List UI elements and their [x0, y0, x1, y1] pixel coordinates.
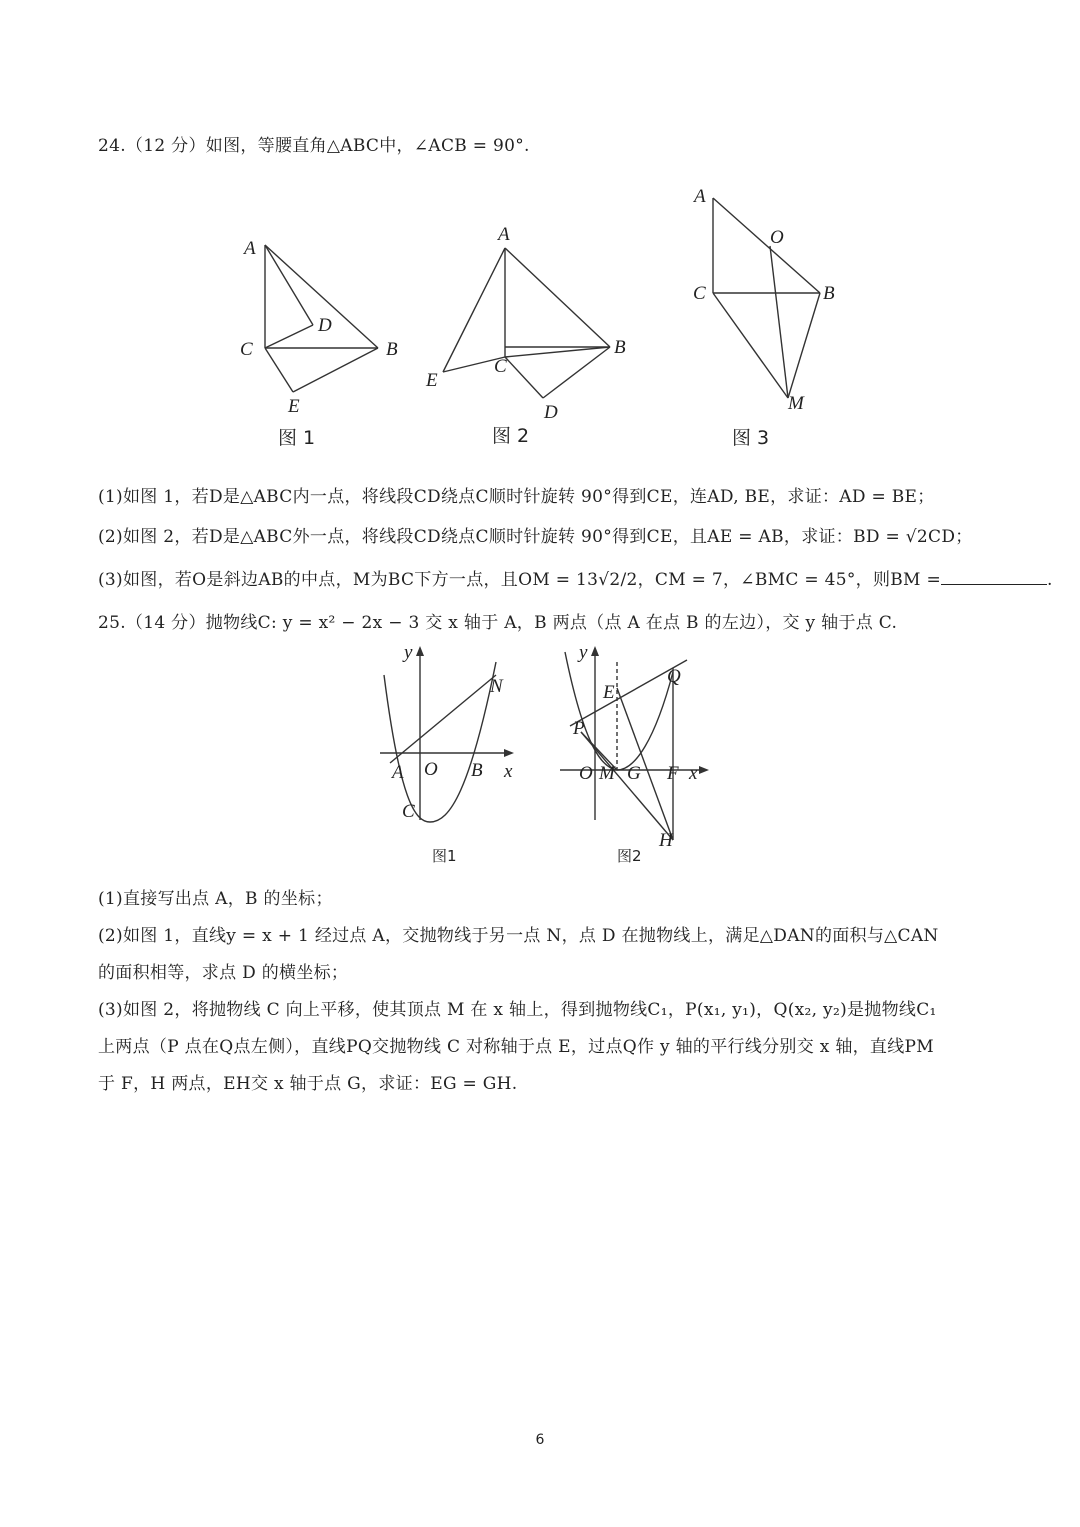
label-E: E — [288, 396, 300, 417]
label-A: A — [244, 238, 256, 259]
q24-title: 24.（12 分）如图，等腰直角△ABC中，∠ACB = 90°. — [98, 136, 530, 156]
figure-caption: 图1 — [432, 847, 457, 865]
q25-figure-2 — [555, 640, 725, 870]
label-B: B — [823, 283, 835, 304]
q25-part-3b: 上两点（P 点在Q点左侧），直线PQ交抛物线 C 对称轴于点 E，过点Q作 y 轴的平行线分别交 x 轴，直线PM — [98, 1037, 934, 1057]
label-M: M — [599, 763, 615, 784]
answer-blank[interactable] — [941, 570, 1047, 585]
label-B: B — [471, 760, 483, 781]
label-C: C — [402, 801, 415, 822]
q25-part-2b: 的面积相等，求点 D 的横坐标； — [98, 963, 349, 983]
q25-part-1: (1)直接写出点 A，B 的坐标； — [98, 889, 333, 909]
label-C: C — [240, 339, 253, 360]
label-E: E — [603, 682, 615, 703]
label-B: B — [614, 337, 626, 358]
label-O: O — [770, 227, 784, 248]
label-Q: Q — [667, 666, 681, 687]
label-E: E — [426, 370, 438, 391]
label-A: A — [392, 762, 404, 783]
q25-title: 25.（14 分）抛物线C: y = x² − 2x − 3 交 x 轴于 A，B 两点（点 A 在点 B 的左边），交 y 轴于点 C. — [98, 613, 898, 633]
label-D: D — [544, 402, 558, 423]
label-M: M — [788, 393, 804, 414]
label-G: G — [627, 763, 641, 784]
label-C: C — [693, 283, 706, 304]
q25-part-3a: (3)如图 2，将抛物线 C 向上平移，使其顶点 M 在 x 轴上，得到抛物线C₁，P(x₁, y₁)，Q(x₂, y₂)是抛物线C₁ — [98, 1000, 937, 1020]
q24-figure-1 — [230, 230, 410, 450]
q24-part-1: (1)如图 1，若D是△ABC内一点，将线段CD绕点C顺时针旋转 90°得到CE，连AD, BE，求证：AD = BE； — [98, 487, 935, 507]
q25-part-3c: 于 F，H 两点，EH交 x 轴于点 G，求证：EG = GH. — [98, 1074, 518, 1094]
label-N: N — [490, 676, 503, 697]
label-B: B — [386, 339, 398, 360]
figure-caption: 图 1 — [278, 427, 316, 449]
label-D: D — [318, 315, 332, 336]
label-F: F — [667, 763, 679, 784]
figure-caption: 图2 — [617, 847, 642, 865]
q24-part-3 — [98, 565, 1053, 590]
q24-figure-3 — [680, 180, 860, 450]
q25-figure-1 — [370, 640, 530, 870]
q24-part-2: (2)如图 2，若D是△ABC外一点，将线段CD绕点C顺时针旋转 90°得到CE，且AE = AB，求证：BD = √2CD； — [98, 527, 973, 547]
q24-part-3-end: . — [1047, 570, 1053, 590]
label-x: x — [689, 763, 698, 784]
label-A: A — [498, 224, 510, 245]
page-number: 6 — [535, 1432, 545, 1448]
q25-part-2a: (2)如图 1，直线y = x + 1 经过点 A，交抛物线于另一点 N，点 D 在抛物线上，满足△DAN的面积与△CAN — [98, 926, 939, 946]
label-O: O — [424, 759, 438, 780]
label-x: x — [504, 761, 513, 782]
label-O: O — [579, 763, 593, 784]
label-y: y — [404, 642, 413, 663]
figure-caption: 图 3 — [732, 427, 770, 449]
label-H: H — [659, 830, 673, 851]
label-P: P — [573, 718, 585, 739]
figure-caption: 图 2 — [492, 425, 530, 447]
label-y: y — [579, 642, 588, 663]
q24-figure-2 — [420, 220, 640, 450]
label-A: A — [694, 186, 706, 207]
label-C: C — [494, 356, 507, 377]
q24-part-3-text: (3)如图，若O是斜边AB的中点，M为BC下方一点，且OM = 13√2/2，CM = 7，∠BMC = 45°，则BM = — [98, 570, 941, 590]
